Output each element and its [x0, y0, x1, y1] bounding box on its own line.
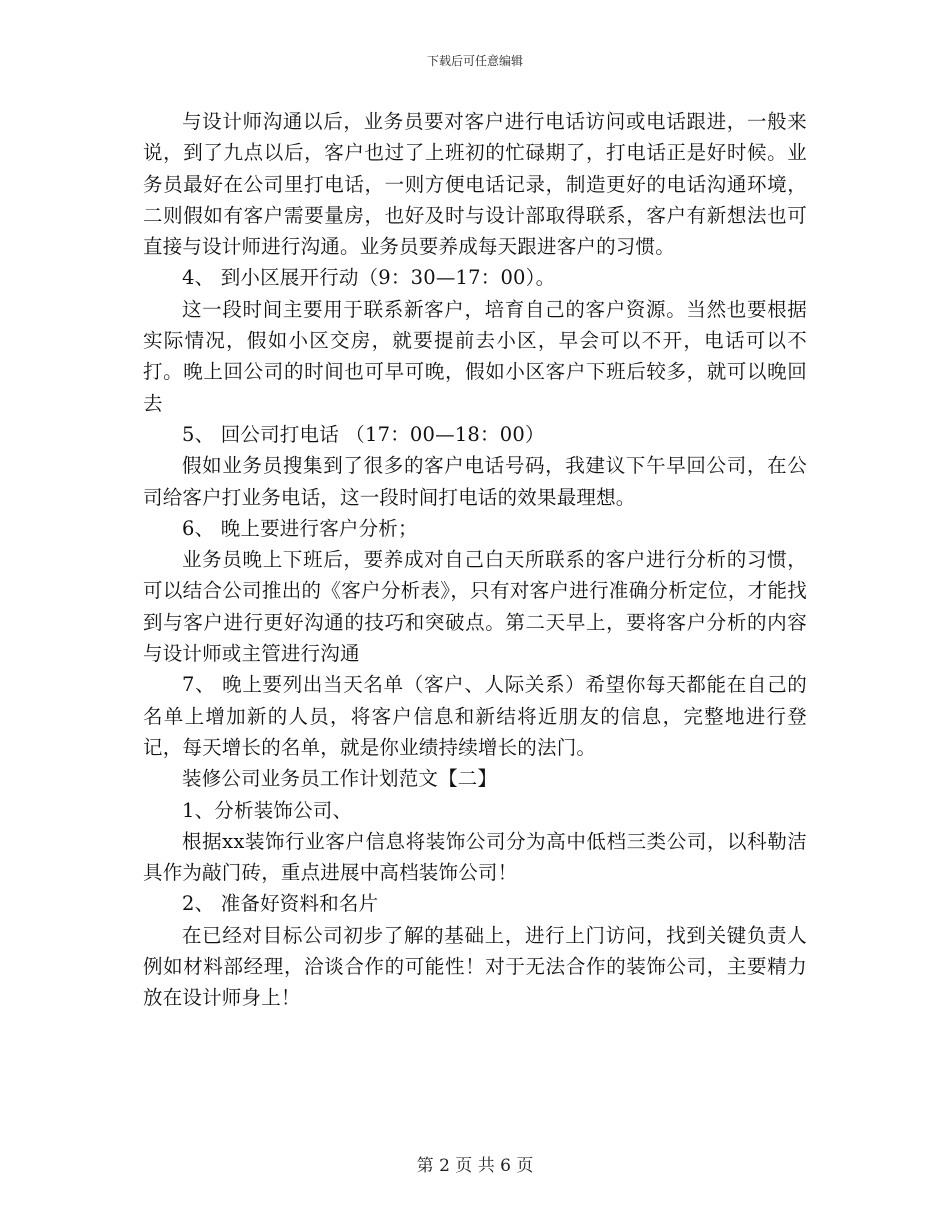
paragraph-designer-followup: 与设计师沟通以后，业务员要对客户进行电话访问或电话跟进，一般来说，到了九点以后，客户也过了上班初的忙碌期了，打电话正是好时候。业务员最好在公司里打电话，一则方便电话记录，制造更好的电话沟通环境，二则假如有客户需要量房，也好及时与设计部取得联系，客户有新想法也可直接与设计师进行沟通。业务员要养成每天跟进客户的习惯。	[143, 110, 807, 259]
page-header: 下载后可任意编辑	[426, 54, 523, 68]
paragraph-new-customers: 这一段时间主要用于联系新客户，培育自己的客户资源。当然也要根据实际情况，假如小区交房，就要提前去小区，早会可以不开，电话可以不打。晚上回公司的时间也可早可晚，假如小区客户下班后较多，就可以晚回去	[143, 297, 807, 415]
paragraph-item-7-name-list: 7、 晚上要列出当天名单（客户、人际关系）希望你每天都能在自己的名单上增加新的人员，将客户信息和新结将近朋友的信息，完整地进行登记，每天增长的名单，就是你业绩持续增长的法门。	[143, 673, 807, 759]
paragraph-customer-analysis: 业务员晚上下班后，要养成对自己白天所联系的客户进行分析的习惯，可以结合公司推出的《客户分析表》，只有对客户进行准确分析定位，才能找到与客户进行更好沟通的技巧和突破点。第二天早上，要将客户分析的内容与设计师或主管进行沟通	[143, 548, 807, 666]
document-body	[143, 106, 807, 1014]
page-number-footer: 第 2 页 共 6 页	[416, 1156, 534, 1176]
paragraph-visit-companies: 在已经对目标公司初步了解的基础上，进行上门访问，找到关键负责人例如材料部经理，洽谈合作的可能性！对于无法合作的装饰公司，主要精力放在设计师身上！	[143, 923, 807, 1010]
heading-item-5: 5、 回公司打电话 （17：00—18：00）	[182, 422, 545, 446]
section-title-plan-two: 装修公司业务员工作计划范文【二】	[182, 767, 498, 791]
heading-prepare-materials: 2、 准备好资料和名片	[182, 892, 379, 916]
paragraph-company-tiers: 根据xx装饰行业客户信息将装饰公司分为高中低档三类公司，以科勒洁具作为敲门砖，重点进展中高档装饰公司！	[143, 829, 807, 885]
paragraph-office-calls: 假如业务员搜集到了很多的客户电话号码，我建议下午早回公司，在公司给客户打业务电话，这一段时间打电话的效果最理想。	[143, 454, 807, 509]
heading-item-4: 4、 到小区展开行动（9：30—17：00）。	[182, 266, 556, 290]
heading-analyze-companies: 1、分析装饰公司、	[182, 798, 353, 822]
heading-item-6: 6、 晚上要进行客户分析；	[182, 516, 418, 540]
